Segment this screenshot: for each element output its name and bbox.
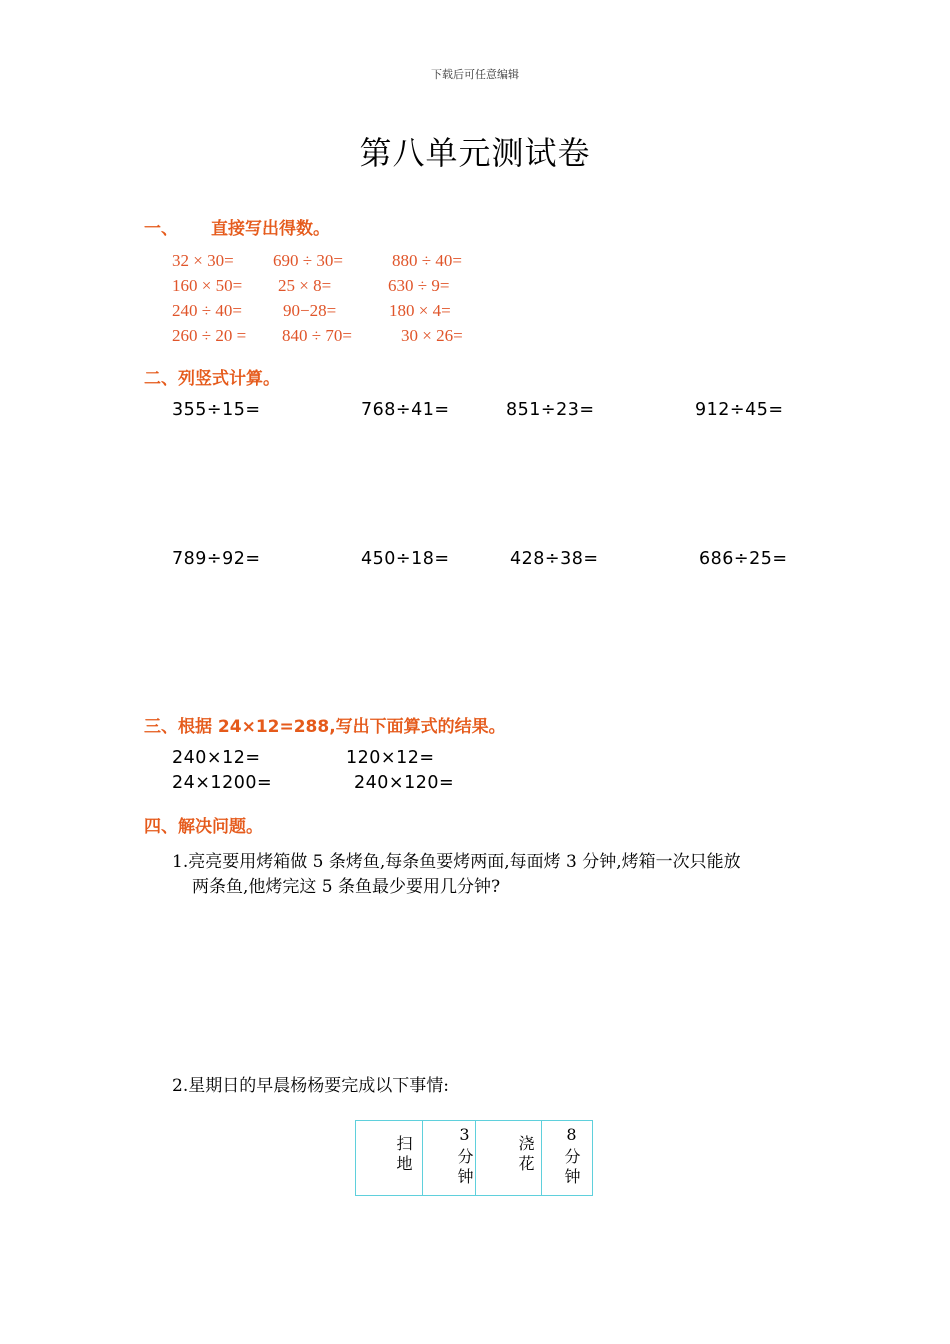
vertical-calc-item: 355÷15= xyxy=(172,400,261,420)
oral-item: 160 × 50= xyxy=(172,276,243,295)
vertical-calc-item: 428÷38= xyxy=(510,549,599,569)
oral-item: 30 × 26= xyxy=(401,326,463,345)
problem1-line2: 两条鱼,他烤完这 5 条鱼最少要用几分钟? xyxy=(192,877,501,897)
task-name: 扫地 xyxy=(394,1135,413,1175)
problem1-line1: 1.亮亮要用烤箱做 5 条烤鱼,每条鱼要烤两面,每面烤 3 分钟,烤箱一次只能放 xyxy=(172,852,741,872)
section3-heading: 三、根据 24×12=288,写出下面算式的结果。 xyxy=(144,717,506,737)
time-cell xyxy=(423,1121,476,1195)
task-cell xyxy=(476,1121,542,1195)
problem2-text: 2.星期日的早晨杨杨要完成以下事情: xyxy=(172,1076,449,1096)
vertical-calc-item: 686÷25= xyxy=(699,549,788,569)
derived-item: 240×12= xyxy=(172,748,261,768)
oral-item: 32 × 30= xyxy=(172,251,234,270)
time-cell xyxy=(542,1121,592,1195)
oral-item: 180 × 4= xyxy=(389,301,451,320)
oral-item: 240 ÷ 40= xyxy=(172,301,242,320)
page-title: 第八单元测试卷 xyxy=(359,134,591,172)
task-time: 8分钟 xyxy=(562,1125,581,1188)
oral-item: 25 × 8= xyxy=(278,276,332,295)
vertical-calc-item: 851÷23= xyxy=(506,400,595,420)
oral-item: 260 ÷ 20 = xyxy=(172,326,247,345)
section1-number: 一、 xyxy=(144,219,178,239)
task-cell xyxy=(356,1121,423,1195)
vertical-calc-item: 789÷92= xyxy=(172,549,261,569)
oral-item: 880 ÷ 40= xyxy=(392,251,462,270)
header-note: 下载后可任意编辑 xyxy=(431,68,519,81)
derived-item: 120×12= xyxy=(346,748,435,768)
section2-heading: 二、列竖式计算。 xyxy=(144,369,280,389)
oral-item: 840 ÷ 70= xyxy=(282,326,352,345)
oral-item: 690 ÷ 30= xyxy=(273,251,343,270)
derived-item: 24×1200= xyxy=(172,773,273,793)
vertical-calc-item: 912÷45= xyxy=(695,400,784,420)
derived-item: 240×120= xyxy=(354,773,455,793)
vertical-calc-item: 450÷18= xyxy=(361,549,450,569)
vertical-calc-item: 768÷41= xyxy=(361,400,450,420)
section1-heading: 直接写出得数。 xyxy=(211,219,330,239)
section4-heading: 四、解决问题。 xyxy=(144,817,263,837)
task-name: 浇花 xyxy=(516,1135,535,1175)
oral-item: 90−28= xyxy=(283,301,337,320)
oral-item: 630 ÷ 9= xyxy=(388,276,450,295)
task-table xyxy=(355,1120,593,1196)
task-time: 3分钟 xyxy=(455,1125,474,1188)
